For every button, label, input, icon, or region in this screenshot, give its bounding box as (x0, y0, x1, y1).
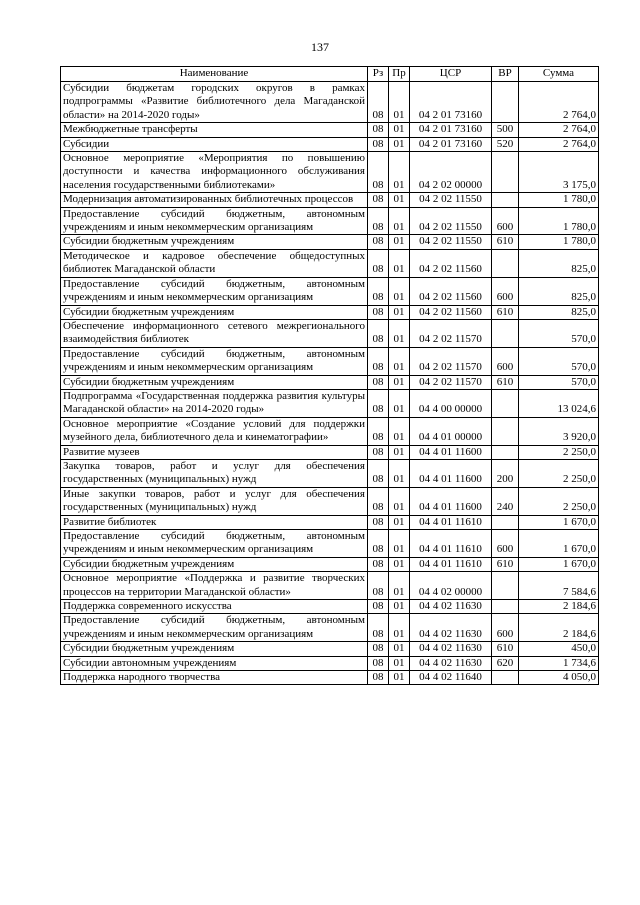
table-row (61, 249, 599, 277)
row-name-cell: Поддержка современного искусства (61, 600, 368, 614)
row-rz-cell: 08 (368, 614, 389, 642)
row-name-cell: Субсидии (61, 137, 368, 151)
row-sum-cell: 1 734,6 (519, 656, 599, 670)
row-csr-cell: 04 4 01 00000 (410, 417, 492, 445)
row-csr-cell: 04 2 02 11550 (410, 235, 492, 249)
header-rz: Рз (368, 67, 389, 82)
row-csr-cell: 04 4 01 11610 (410, 530, 492, 558)
row-pr-cell: 01 (389, 459, 410, 487)
page-number: 137 (311, 40, 329, 54)
row-vr-cell: 610 (492, 235, 519, 249)
table-header (61, 67, 599, 82)
table-row (61, 347, 599, 375)
row-sum-cell: 2 184,6 (519, 600, 599, 614)
row-csr-cell: 04 2 02 11550 (410, 207, 492, 235)
header-sum: Сумма (519, 67, 599, 82)
row-vr-cell: 600 (492, 277, 519, 305)
row-vr-cell (492, 82, 519, 123)
row-name-cell: Закупка товаров, работ и услуг для обеспечения государственных (муниципальных) нужд (61, 459, 368, 487)
row-sum-cell: 450,0 (519, 642, 599, 656)
table-row (61, 614, 599, 642)
row-sum-cell: 4 050,0 (519, 671, 599, 685)
table-row (61, 137, 599, 151)
row-csr-cell: 04 4 02 00000 (410, 572, 492, 600)
table-body (61, 82, 599, 685)
row-sum-cell: 13 024,6 (519, 389, 599, 417)
row-name-cell: Субсидии бюджетным учреждениям (61, 557, 368, 571)
row-csr-cell: 04 4 02 11640 (410, 671, 492, 685)
row-rz-cell: 08 (368, 123, 389, 137)
table-row (61, 375, 599, 389)
row-csr-cell: 04 2 02 11570 (410, 347, 492, 375)
row-sum-cell: 2 250,0 (519, 487, 599, 515)
row-rz-cell: 08 (368, 207, 389, 235)
row-sum-cell: 570,0 (519, 319, 599, 347)
row-name-cell: Субсидии бюджетным учреждениям (61, 642, 368, 656)
row-sum-cell: 2 764,0 (519, 123, 599, 137)
table-row (61, 572, 599, 600)
row-name-cell: Иные закупки товаров, работ и услуг для обеспечения государственных (муниципальных) нужд (61, 487, 368, 515)
row-rz-cell: 08 (368, 557, 389, 571)
row-csr-cell: 04 4 00 00000 (410, 389, 492, 417)
row-sum-cell: 825,0 (519, 277, 599, 305)
table-row (61, 487, 599, 515)
row-rz-cell: 08 (368, 137, 389, 151)
row-pr-cell: 01 (389, 671, 410, 685)
row-rz-cell: 08 (368, 671, 389, 685)
row-sum-cell: 2 764,0 (519, 82, 599, 123)
row-name-cell: Методическое и кадровое обеспечение общедоступных библиотек Магаданской области (61, 249, 368, 277)
row-csr-cell: 04 2 02 11570 (410, 319, 492, 347)
row-csr-cell: 04 4 01 11600 (410, 445, 492, 459)
row-name-cell: Подпрограмма «Государственная поддержка развития культуры Магаданской области» на 2014-2020 годы» (61, 389, 368, 417)
row-pr-cell: 01 (389, 642, 410, 656)
row-name-cell: Межбюджетные трансферты (61, 123, 368, 137)
row-vr-cell: 600 (492, 207, 519, 235)
row-pr-cell: 01 (389, 249, 410, 277)
row-pr-cell: 01 (389, 305, 410, 319)
table-row (61, 319, 599, 347)
row-rz-cell: 08 (368, 445, 389, 459)
row-csr-cell: 04 4 01 11610 (410, 557, 492, 571)
row-name-cell: Модернизация автоматизированных библиотечных процессов (61, 193, 368, 207)
row-name-cell: Субсидии бюджетам городских округов в рамках подпрограммы «Развитие библиотечного дела Магаданской области» на 2014-2020 годы» (61, 82, 368, 123)
row-name-cell: Предоставление субсидий бюджетным, автономным учреждениям и иным некоммерческим организациям (61, 530, 368, 558)
row-pr-cell: 01 (389, 614, 410, 642)
header-vr: ВР (492, 67, 519, 82)
row-rz-cell: 08 (368, 347, 389, 375)
row-rz-cell: 08 (368, 642, 389, 656)
row-rz-cell: 08 (368, 487, 389, 515)
row-csr-cell: 04 4 02 11630 (410, 642, 492, 656)
table-row (61, 515, 599, 529)
row-vr-cell: 610 (492, 305, 519, 319)
row-sum-cell: 1 780,0 (519, 235, 599, 249)
header-row (61, 67, 599, 82)
table-row (61, 82, 599, 123)
row-sum-cell: 7 584,6 (519, 572, 599, 600)
row-sum-cell: 3 920,0 (519, 417, 599, 445)
row-rz-cell: 08 (368, 305, 389, 319)
row-sum-cell: 2 250,0 (519, 459, 599, 487)
row-csr-cell: 04 2 01 73160 (410, 137, 492, 151)
row-vr-cell (492, 319, 519, 347)
row-sum-cell: 2 764,0 (519, 137, 599, 151)
row-name-cell: Субсидии бюджетным учреждениям (61, 305, 368, 319)
row-pr-cell: 01 (389, 530, 410, 558)
row-name-cell: Субсидии автономным учреждениям (61, 656, 368, 670)
table-row (61, 277, 599, 305)
row-rz-cell: 08 (368, 152, 389, 193)
row-vr-cell (492, 445, 519, 459)
table-row (61, 656, 599, 670)
row-rz-cell: 08 (368, 389, 389, 417)
row-name-cell: Предоставление субсидий бюджетным, автономным учреждениям и иным некоммерческим организациям (61, 277, 368, 305)
row-pr-cell: 01 (389, 319, 410, 347)
table-row (61, 459, 599, 487)
row-pr-cell: 01 (389, 445, 410, 459)
row-vr-cell: 610 (492, 642, 519, 656)
row-sum-cell: 1 670,0 (519, 530, 599, 558)
row-rz-cell: 08 (368, 82, 389, 123)
row-rz-cell: 08 (368, 277, 389, 305)
row-rz-cell: 08 (368, 417, 389, 445)
row-rz-cell: 08 (368, 193, 389, 207)
row-sum-cell: 825,0 (519, 249, 599, 277)
header-name: Наименование (61, 67, 368, 82)
table-row (61, 557, 599, 571)
row-vr-cell: 610 (492, 375, 519, 389)
row-rz-cell: 08 (368, 530, 389, 558)
row-pr-cell: 01 (389, 487, 410, 515)
row-vr-cell (492, 572, 519, 600)
row-pr-cell: 01 (389, 600, 410, 614)
row-pr-cell: 01 (389, 557, 410, 571)
row-rz-cell: 08 (368, 235, 389, 249)
row-pr-cell: 01 (389, 82, 410, 123)
table-row (61, 207, 599, 235)
row-pr-cell: 01 (389, 572, 410, 600)
row-rz-cell: 08 (368, 656, 389, 670)
row-name-cell: Субсидии бюджетным учреждениям (61, 375, 368, 389)
row-sum-cell: 3 175,0 (519, 152, 599, 193)
table-row (61, 123, 599, 137)
row-name-cell: Предоставление субсидий бюджетным, автономным учреждениям и иным некоммерческим организациям (61, 347, 368, 375)
row-csr-cell: 04 4 01 11600 (410, 487, 492, 515)
table-row (61, 530, 599, 558)
row-pr-cell: 01 (389, 152, 410, 193)
row-csr-cell: 04 4 01 11610 (410, 515, 492, 529)
row-vr-cell (492, 193, 519, 207)
row-csr-cell: 04 4 02 11630 (410, 614, 492, 642)
row-csr-cell: 04 2 02 00000 (410, 152, 492, 193)
table-row (61, 445, 599, 459)
row-pr-cell: 01 (389, 207, 410, 235)
row-vr-cell: 600 (492, 614, 519, 642)
row-name-cell: Обеспечение информационного сетевого межрегионального взаимодействия библиотек (61, 319, 368, 347)
row-vr-cell: 620 (492, 656, 519, 670)
table-row (61, 417, 599, 445)
row-vr-cell: 200 (492, 459, 519, 487)
row-pr-cell: 01 (389, 389, 410, 417)
row-rz-cell: 08 (368, 319, 389, 347)
row-vr-cell: 600 (492, 347, 519, 375)
row-vr-cell: 500 (492, 123, 519, 137)
row-vr-cell (492, 249, 519, 277)
row-sum-cell: 570,0 (519, 347, 599, 375)
row-vr-cell (492, 417, 519, 445)
row-sum-cell: 1 670,0 (519, 515, 599, 529)
row-pr-cell: 01 (389, 123, 410, 137)
row-csr-cell: 04 2 01 73160 (410, 123, 492, 137)
row-vr-cell: 240 (492, 487, 519, 515)
row-name-cell: Основное мероприятие «Создание условий для поддержки музейного дела, библиотечного дела и кинематографии» (61, 417, 368, 445)
header-csr: ЦСР (410, 67, 492, 82)
row-sum-cell: 1 670,0 (519, 557, 599, 571)
row-csr-cell: 04 2 02 11560 (410, 305, 492, 319)
row-rz-cell: 08 (368, 600, 389, 614)
row-pr-cell: 01 (389, 193, 410, 207)
row-name-cell: Развитие музеев (61, 445, 368, 459)
row-name-cell: Субсидии бюджетным учреждениям (61, 235, 368, 249)
row-csr-cell: 04 4 01 11600 (410, 459, 492, 487)
row-csr-cell: 04 2 02 11560 (410, 277, 492, 305)
row-pr-cell: 01 (389, 656, 410, 670)
row-sum-cell: 2 250,0 (519, 445, 599, 459)
row-pr-cell: 01 (389, 417, 410, 445)
row-vr-cell (492, 600, 519, 614)
table-row (61, 235, 599, 249)
row-sum-cell: 1 780,0 (519, 207, 599, 235)
row-rz-cell: 08 (368, 572, 389, 600)
row-sum-cell: 1 780,0 (519, 193, 599, 207)
row-name-cell: Поддержка народного творчества (61, 671, 368, 685)
row-pr-cell: 01 (389, 277, 410, 305)
table-row (61, 152, 599, 193)
row-rz-cell: 08 (368, 515, 389, 529)
row-pr-cell: 01 (389, 137, 410, 151)
row-csr-cell: 04 2 02 11570 (410, 375, 492, 389)
row-pr-cell: 01 (389, 347, 410, 375)
row-csr-cell: 04 2 02 11550 (410, 193, 492, 207)
budget-table (60, 66, 599, 685)
table-row (61, 671, 599, 685)
row-vr-cell: 520 (492, 137, 519, 151)
row-sum-cell: 825,0 (519, 305, 599, 319)
row-rz-cell: 08 (368, 375, 389, 389)
row-rz-cell: 08 (368, 459, 389, 487)
row-vr-cell (492, 671, 519, 685)
row-vr-cell (492, 152, 519, 193)
row-pr-cell: 01 (389, 235, 410, 249)
row-csr-cell: 04 4 02 11630 (410, 600, 492, 614)
row-pr-cell: 01 (389, 515, 410, 529)
table-row (61, 642, 599, 656)
table-row (61, 389, 599, 417)
row-csr-cell: 04 2 01 73160 (410, 82, 492, 123)
row-name-cell: Основное мероприятие «Поддержка и развитие творческих процессов на территории Магаданской области» (61, 572, 368, 600)
row-name-cell: Предоставление субсидий бюджетным, автономным учреждениям и иным некоммерческим организациям (61, 207, 368, 235)
row-pr-cell: 01 (389, 375, 410, 389)
row-sum-cell: 570,0 (519, 375, 599, 389)
header-pr: Пр (389, 67, 410, 82)
table-row (61, 193, 599, 207)
row-name-cell: Основное мероприятие «Мероприятия по повышению доступности и качества информационного обслуживания населения государственными библиотеками» (61, 152, 368, 193)
row-rz-cell: 08 (368, 249, 389, 277)
row-vr-cell: 610 (492, 557, 519, 571)
row-csr-cell: 04 2 02 11560 (410, 249, 492, 277)
row-name-cell: Развитие библиотек (61, 515, 368, 529)
row-vr-cell (492, 389, 519, 417)
row-sum-cell: 2 184,6 (519, 614, 599, 642)
table-row (61, 600, 599, 614)
row-vr-cell (492, 515, 519, 529)
table-row (61, 305, 599, 319)
row-vr-cell: 600 (492, 530, 519, 558)
row-name-cell: Предоставление субсидий бюджетным, автономным учреждениям и иным некоммерческим организациям (61, 614, 368, 642)
row-csr-cell: 04 4 02 11630 (410, 656, 492, 670)
